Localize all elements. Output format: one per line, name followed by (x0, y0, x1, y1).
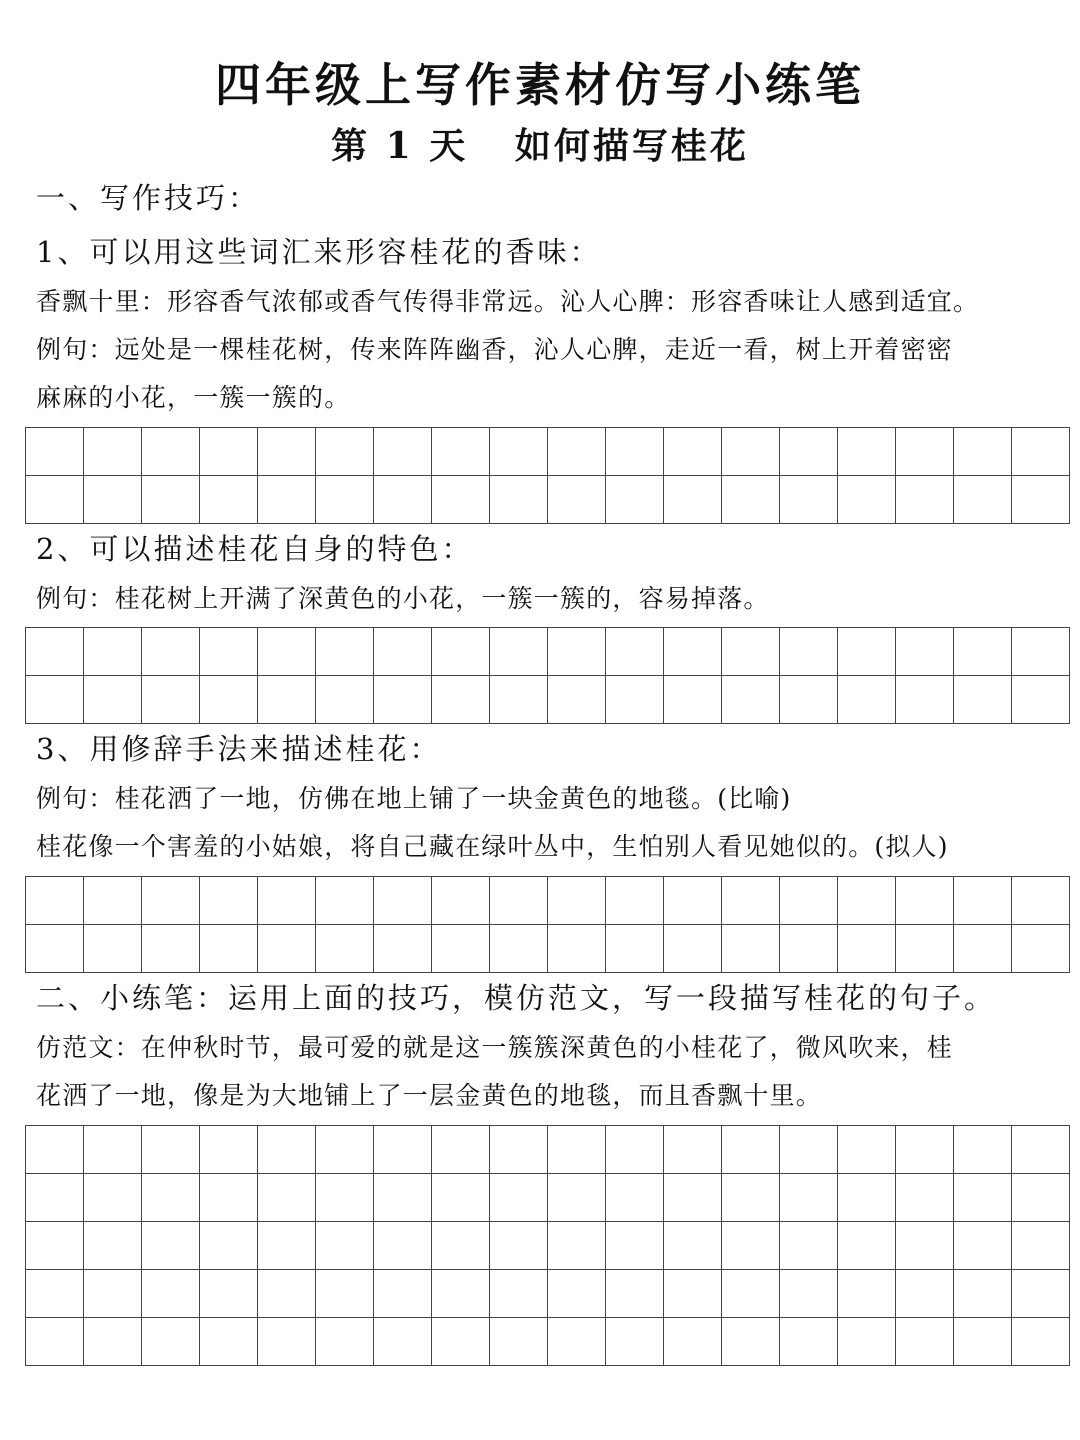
grid-cell[interactable] (490, 1126, 548, 1174)
grid-cell[interactable] (780, 925, 838, 973)
grid-cell[interactable] (374, 1174, 432, 1222)
grid-cell[interactable] (896, 1174, 954, 1222)
grid-cell[interactable] (316, 676, 374, 724)
grid-cell[interactable] (548, 1174, 606, 1222)
grid-cell[interactable] (1012, 428, 1070, 476)
grid-cell[interactable] (432, 1318, 490, 1366)
grid-cell[interactable] (664, 877, 722, 925)
grid-cell[interactable] (26, 925, 84, 973)
grid-cell[interactable] (780, 1174, 838, 1222)
grid-cell[interactable] (896, 428, 954, 476)
grid-cell[interactable] (142, 476, 200, 524)
grid-cell[interactable] (26, 428, 84, 476)
grid-cell[interactable] (838, 1222, 896, 1270)
grid-cell[interactable] (838, 628, 896, 676)
section2-heading: 二、小练笔：运用上面的技巧，模仿范文，写一段描写桂花的句子。 (36, 981, 997, 1015)
grid-cell[interactable] (548, 1318, 606, 1366)
grid-cell[interactable] (200, 1318, 258, 1366)
grid-cell[interactable] (432, 1222, 490, 1270)
grid-cell[interactable] (26, 628, 84, 676)
grid-cell[interactable] (896, 1318, 954, 1366)
grid-cell[interactable] (896, 1126, 954, 1174)
grid-cell[interactable] (722, 1270, 780, 1318)
grid-cell[interactable] (432, 476, 490, 524)
grid-cell[interactable] (316, 1126, 374, 1174)
grid-cell[interactable] (200, 1174, 258, 1222)
grid-row (26, 476, 1070, 524)
grid-cell[interactable] (84, 676, 142, 724)
grid-cell[interactable] (1012, 1174, 1070, 1222)
grid-cell[interactable] (838, 1174, 896, 1222)
grid-cell[interactable] (664, 428, 722, 476)
grid-cell[interactable] (838, 676, 896, 724)
grid-cell[interactable] (432, 1270, 490, 1318)
grid-cell[interactable] (84, 1174, 142, 1222)
grid-cell[interactable] (606, 925, 664, 973)
grid-cell[interactable] (722, 1222, 780, 1270)
grid-cell[interactable] (954, 628, 1012, 676)
grid-cell[interactable] (142, 877, 200, 925)
tip2-line-1: 例句：桂花树上开满了深黄色的小花，一簇一簇的，容易掉落。 (36, 584, 770, 613)
grid-cell[interactable] (722, 676, 780, 724)
grid-cell[interactable] (838, 476, 896, 524)
grid-row (26, 1270, 1070, 1318)
grid-cell[interactable] (142, 1270, 200, 1318)
grid-cell[interactable] (548, 1270, 606, 1318)
tip3-line-1: 例句：桂花洒了一地，仿佛在地上铺了一块金黄色的地毯。(比喻) (36, 784, 792, 813)
grid-cell[interactable] (142, 1318, 200, 1366)
grid-cell[interactable] (490, 1174, 548, 1222)
grid-cell[interactable] (84, 1222, 142, 1270)
grid-cell[interactable] (200, 428, 258, 476)
grid-cell[interactable] (722, 1318, 780, 1366)
grid-cell[interactable] (722, 1174, 780, 1222)
grid-cell[interactable] (722, 628, 780, 676)
tip1-line-2: 例句：远处是一棵桂花树，传来阵阵幽香，沁人心脾，走近一看，树上开着密密 (36, 335, 954, 364)
grid-cell[interactable] (1012, 1222, 1070, 1270)
grid-cell[interactable] (664, 476, 722, 524)
grid-row (26, 428, 1070, 476)
grid-cell[interactable] (606, 1126, 664, 1174)
grid-cell[interactable] (258, 676, 316, 724)
grid-cell[interactable] (316, 877, 374, 925)
grid-cell[interactable] (838, 877, 896, 925)
grid-cell[interactable] (258, 1318, 316, 1366)
grid-cell[interactable] (664, 628, 722, 676)
grid-cell[interactable] (548, 925, 606, 973)
grid-cell[interactable] (200, 925, 258, 973)
grid-cell[interactable] (1012, 476, 1070, 524)
grid-cell[interactable] (722, 428, 780, 476)
grid-cell[interactable] (780, 428, 838, 476)
grid-cell[interactable] (954, 877, 1012, 925)
writing-grid-4[interactable] (25, 1125, 1070, 1366)
grid-cell[interactable] (432, 676, 490, 724)
grid-cell[interactable] (26, 1126, 84, 1174)
grid-cell[interactable] (896, 877, 954, 925)
grid-cell[interactable] (838, 925, 896, 973)
grid-cell[interactable] (84, 428, 142, 476)
grid-cell[interactable] (954, 1126, 1012, 1174)
grid-cell[interactable] (548, 1222, 606, 1270)
writing-grid-1[interactable] (25, 427, 1070, 524)
grid-cell[interactable] (316, 1270, 374, 1318)
grid-cell[interactable] (374, 877, 432, 925)
grid-cell[interactable] (374, 476, 432, 524)
grid-cell[interactable] (490, 877, 548, 925)
grid-cell[interactable] (780, 628, 838, 676)
grid-cell[interactable] (1012, 1126, 1070, 1174)
grid-cell[interactable] (84, 877, 142, 925)
grid-cell[interactable] (664, 1318, 722, 1366)
grid-cell[interactable] (722, 925, 780, 973)
page-title: 四年级上写作素材仿写小练笔 (215, 58, 865, 112)
grid-cell[interactable] (432, 877, 490, 925)
grid-cell[interactable] (1012, 877, 1070, 925)
grid-cell[interactable] (142, 676, 200, 724)
model-text-line-1: 仿范文：在仲秋时节，最可爱的就是这一簇簇深黄色的小桂花了，微风吹来，桂 (36, 1033, 954, 1062)
grid-cell[interactable] (780, 1126, 838, 1174)
grid-cell[interactable] (954, 1270, 1012, 1318)
grid-row (26, 1222, 1070, 1270)
grid-cell[interactable] (780, 1222, 838, 1270)
grid-cell[interactable] (664, 1126, 722, 1174)
grid-cell[interactable] (316, 628, 374, 676)
grid-cell[interactable] (722, 1126, 780, 1174)
grid-cell[interactable] (432, 628, 490, 676)
grid-cell[interactable] (954, 676, 1012, 724)
grid-cell[interactable] (200, 628, 258, 676)
grid-cell[interactable] (606, 1174, 664, 1222)
grid-row (26, 1318, 1070, 1366)
grid-cell[interactable] (316, 428, 374, 476)
grid-row (26, 877, 1070, 925)
grid-cell[interactable] (664, 925, 722, 973)
tip3-line-2: 桂花像一个害羞的小姑娘，将自己藏在绿叶丛中，生怕别人看见她似的。(拟人) (36, 832, 949, 861)
grid-cell[interactable] (896, 628, 954, 676)
grid-cell[interactable] (316, 925, 374, 973)
grid-cell[interactable] (954, 925, 1012, 973)
grid-row (26, 925, 1070, 973)
grid-cell[interactable] (432, 1126, 490, 1174)
grid-cell[interactable] (548, 877, 606, 925)
grid-cell[interactable] (490, 428, 548, 476)
grid-cell[interactable] (374, 1126, 432, 1174)
grid-cell[interactable] (954, 1318, 1012, 1366)
grid-cell[interactable] (490, 925, 548, 973)
grid-row (26, 1174, 1070, 1222)
grid-cell[interactable] (722, 877, 780, 925)
grid-row (26, 628, 1070, 676)
grid-cell[interactable] (26, 1270, 84, 1318)
grid-cell[interactable] (1012, 628, 1070, 676)
grid-cell[interactable] (200, 1126, 258, 1174)
grid-cell[interactable] (26, 476, 84, 524)
grid-cell[interactable] (258, 1126, 316, 1174)
grid-cell[interactable] (664, 1270, 722, 1318)
grid-cell[interactable] (258, 877, 316, 925)
grid-cell[interactable] (896, 1222, 954, 1270)
grid-cell[interactable] (838, 428, 896, 476)
tip1-line-3: 麻麻的小花，一簇一簇的。 (36, 383, 351, 412)
grid-cell[interactable] (490, 476, 548, 524)
grid-cell[interactable] (84, 1270, 142, 1318)
grid-cell[interactable] (896, 1270, 954, 1318)
grid-cell[interactable] (606, 428, 664, 476)
grid-cell[interactable] (374, 676, 432, 724)
grid-cell[interactable] (84, 476, 142, 524)
grid-cell[interactable] (606, 1222, 664, 1270)
grid-cell[interactable] (142, 1174, 200, 1222)
grid-cell[interactable] (142, 628, 200, 676)
grid-cell[interactable] (606, 676, 664, 724)
grid-cell[interactable] (142, 428, 200, 476)
grid-row (26, 1126, 1070, 1174)
grid-cell[interactable] (200, 877, 258, 925)
grid-cell[interactable] (374, 1270, 432, 1318)
writing-grid-2[interactable] (25, 627, 1070, 724)
grid-cell[interactable] (316, 1222, 374, 1270)
model-text-line-2: 花洒了一地，像是为大地铺上了一层金黄色的地毯，而且香飘十里。 (36, 1081, 823, 1110)
grid-cell[interactable] (142, 1222, 200, 1270)
writing-grid-3[interactable] (25, 876, 1070, 973)
grid-cell[interactable] (432, 925, 490, 973)
grid-cell[interactable] (84, 1318, 142, 1366)
grid-cell[interactable] (258, 1222, 316, 1270)
grid-cell[interactable] (606, 476, 664, 524)
grid-cell[interactable] (896, 476, 954, 524)
section1-heading: 一、写作技巧： (36, 181, 261, 215)
grid-cell[interactable] (26, 1174, 84, 1222)
grid-cell[interactable] (258, 476, 316, 524)
grid-row (26, 676, 1070, 724)
grid-cell[interactable] (954, 1174, 1012, 1222)
grid-cell[interactable] (200, 676, 258, 724)
grid-cell[interactable] (490, 1270, 548, 1318)
grid-cell[interactable] (780, 1270, 838, 1318)
grid-cell[interactable] (26, 1222, 84, 1270)
grid-cell[interactable] (142, 1126, 200, 1174)
grid-cell[interactable] (258, 628, 316, 676)
grid-cell[interactable] (664, 1222, 722, 1270)
grid-cell[interactable] (258, 1174, 316, 1222)
grid-cell[interactable] (374, 925, 432, 973)
grid-cell[interactable] (1012, 1270, 1070, 1318)
grid-cell[interactable] (548, 428, 606, 476)
tip2-heading: 2、可以描述桂花自身的特色： (36, 532, 474, 566)
grid-cell[interactable] (838, 1270, 896, 1318)
grid-cell[interactable] (84, 628, 142, 676)
grid-cell[interactable] (954, 476, 1012, 524)
grid-cell[interactable] (84, 1126, 142, 1174)
grid-cell[interactable] (316, 476, 374, 524)
grid-cell[interactable] (780, 1318, 838, 1366)
grid-cell[interactable] (780, 877, 838, 925)
grid-cell[interactable] (316, 1174, 374, 1222)
grid-cell[interactable] (896, 676, 954, 724)
grid-cell[interactable] (26, 877, 84, 925)
grid-cell[interactable] (142, 925, 200, 973)
page-subtitle: 第 1 天 如何描写桂花 (331, 125, 749, 167)
grid-cell[interactable] (200, 476, 258, 524)
grid-cell[interactable] (374, 1222, 432, 1270)
grid-cell[interactable] (1012, 1318, 1070, 1366)
grid-cell[interactable] (1012, 925, 1070, 973)
grid-cell[interactable] (200, 1270, 258, 1318)
grid-cell[interactable] (490, 1318, 548, 1366)
grid-cell[interactable] (606, 1318, 664, 1366)
grid-cell[interactable] (780, 676, 838, 724)
grid-cell[interactable] (548, 476, 606, 524)
grid-cell[interactable] (84, 925, 142, 973)
grid-cell[interactable] (258, 428, 316, 476)
grid-cell[interactable] (606, 1270, 664, 1318)
grid-cell[interactable] (26, 1318, 84, 1366)
grid-cell[interactable] (606, 628, 664, 676)
grid-cell[interactable] (838, 1318, 896, 1366)
grid-cell[interactable] (258, 925, 316, 973)
grid-cell[interactable] (432, 1174, 490, 1222)
grid-cell[interactable] (838, 1126, 896, 1174)
grid-cell[interactable] (548, 676, 606, 724)
grid-cell[interactable] (490, 1222, 548, 1270)
grid-cell[interactable] (490, 628, 548, 676)
grid-cell[interactable] (374, 628, 432, 676)
grid-cell[interactable] (722, 476, 780, 524)
tip3-heading: 3、用修辞手法来描述桂花： (36, 732, 442, 766)
grid-cell[interactable] (432, 428, 490, 476)
grid-cell[interactable] (896, 925, 954, 973)
grid-cell[interactable] (316, 1318, 374, 1366)
grid-cell[interactable] (548, 1126, 606, 1174)
grid-cell[interactable] (664, 676, 722, 724)
tip1-heading: 1、可以用这些词汇来形容桂花的香味： (36, 235, 602, 269)
grid-cell[interactable] (26, 676, 84, 724)
grid-cell[interactable] (548, 628, 606, 676)
grid-cell[interactable] (1012, 676, 1070, 724)
tip1-line-1: 香飘十里：形容香气浓郁或香气传得非常远。沁人心脾：形容香味让人感到适宜。 (36, 287, 980, 316)
grid-cell[interactable] (374, 1318, 432, 1366)
grid-cell[interactable] (954, 428, 1012, 476)
grid-cell[interactable] (664, 1174, 722, 1222)
grid-cell[interactable] (606, 877, 664, 925)
grid-cell[interactable] (490, 676, 548, 724)
grid-cell[interactable] (780, 476, 838, 524)
grid-cell[interactable] (954, 1222, 1012, 1270)
grid-cell[interactable] (258, 1270, 316, 1318)
grid-cell[interactable] (200, 1222, 258, 1270)
grid-cell[interactable] (374, 428, 432, 476)
